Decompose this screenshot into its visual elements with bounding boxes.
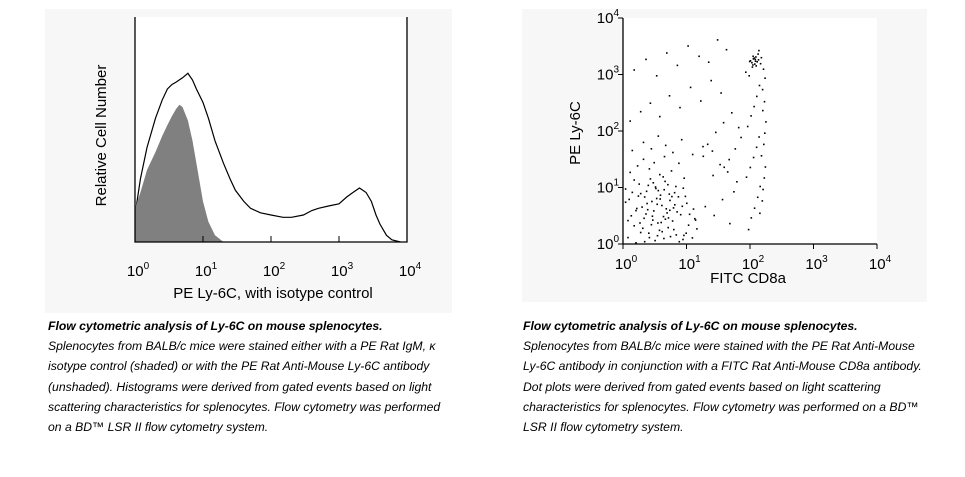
x-tick-label: $10^3$ [805, 254, 828, 273]
data-point [658, 135, 660, 137]
caption-dotplot [523, 316, 923, 437]
data-point [662, 176, 664, 178]
data-point [644, 196, 646, 198]
data-point [723, 167, 725, 169]
data-point [705, 206, 707, 208]
data-point [728, 159, 730, 161]
data-point [659, 116, 661, 118]
data-point [674, 204, 676, 206]
data-point [680, 214, 682, 216]
data-point [717, 39, 719, 41]
data-point [764, 132, 766, 134]
data-point [627, 220, 629, 222]
data-point [673, 207, 675, 209]
data-point [667, 227, 669, 229]
data-point [762, 200, 764, 202]
data-point [690, 87, 692, 89]
data-point [661, 205, 663, 207]
data-point [765, 166, 767, 168]
data-point [752, 56, 754, 58]
data-point [665, 218, 667, 220]
data-point [669, 210, 671, 212]
data-point [751, 62, 753, 64]
data-point [748, 229, 750, 231]
data-point [763, 68, 765, 70]
data-point [748, 75, 750, 77]
data-point [645, 213, 647, 215]
data-point [764, 101, 766, 103]
data-point [653, 210, 655, 212]
data-point [723, 122, 725, 124]
data-point [640, 193, 642, 195]
data-point [685, 232, 687, 234]
data-point [702, 146, 704, 148]
data-point [627, 237, 629, 239]
data-point [692, 154, 694, 156]
data-point [643, 142, 645, 144]
data-point [682, 206, 684, 208]
data-point [631, 215, 633, 217]
data-point [640, 111, 642, 113]
data-point [733, 191, 735, 193]
data-point [751, 217, 753, 219]
data-point [689, 214, 691, 216]
data-point [736, 181, 738, 183]
data-point [708, 61, 710, 63]
data-point [651, 148, 653, 150]
data-point [764, 77, 766, 79]
data-point [681, 139, 683, 141]
data-point [633, 225, 635, 227]
data-point [752, 66, 754, 68]
data-point [747, 126, 749, 128]
data-point [703, 156, 705, 158]
data-point [762, 189, 764, 191]
data-point [738, 127, 740, 129]
y-tick-label: $10^4$ [596, 8, 619, 27]
data-point [636, 208, 638, 210]
data-point [659, 174, 661, 176]
data-point [707, 144, 709, 146]
data-point [676, 234, 678, 236]
data-point [653, 162, 655, 164]
caption-title: Flow cytometric analysis of Ly-6C on mouse splenocytes. [48, 319, 383, 333]
data-point [764, 177, 766, 179]
data-point [646, 203, 648, 205]
data-point [663, 238, 665, 240]
x-tick-label: $10^3$ [330, 261, 354, 280]
data-point [759, 85, 761, 87]
data-point [652, 215, 654, 217]
data-point [629, 172, 631, 174]
x-tick-label: $10^0$ [126, 261, 150, 280]
data-point [664, 156, 666, 158]
data-point [656, 204, 658, 206]
data-point [729, 223, 731, 225]
data-point [754, 207, 756, 209]
data-point [722, 199, 724, 201]
data-point [754, 57, 756, 59]
data-point [758, 136, 760, 138]
data-point [649, 237, 651, 239]
data-point [645, 59, 647, 61]
data-point [757, 197, 759, 199]
data-point [756, 96, 758, 98]
data-point [657, 222, 659, 224]
data-point [639, 222, 641, 224]
data-point [675, 186, 677, 188]
data-point [678, 196, 680, 198]
data-point [629, 120, 631, 122]
caption-title: Flow cytometric analysis of Ly-6C on mouse splenocytes. [523, 319, 858, 333]
data-point [720, 92, 722, 94]
data-point [715, 132, 717, 134]
data-point [674, 192, 676, 194]
data-point [700, 100, 702, 102]
data-point [693, 208, 695, 210]
data-point [650, 102, 652, 104]
data-point [660, 222, 662, 224]
data-point [686, 203, 688, 205]
data-point [633, 69, 635, 71]
data-point [682, 239, 684, 241]
data-point [745, 71, 747, 73]
x-tick-label: $10^1$ [678, 254, 701, 273]
data-point [757, 53, 759, 55]
data-point [641, 206, 643, 208]
data-point [759, 186, 761, 188]
data-point [760, 63, 762, 65]
x-axis-label: FITC CD8a [710, 270, 786, 287]
data-point [640, 232, 642, 234]
plot-area [623, 18, 877, 244]
data-point [683, 235, 685, 237]
data-point [763, 144, 765, 146]
data-point [666, 212, 668, 214]
data-point [652, 219, 654, 221]
y-axis-label: Relative Cell Number [93, 64, 110, 207]
data-point [625, 201, 627, 203]
data-point [687, 45, 689, 47]
data-point [685, 196, 687, 198]
data-point [683, 187, 685, 189]
data-point [625, 188, 627, 190]
data-point [756, 61, 758, 63]
data-point [746, 176, 748, 178]
data-point [657, 235, 659, 237]
data-point [727, 171, 729, 173]
data-point [753, 157, 755, 159]
data-point [642, 228, 644, 230]
data-point [648, 185, 650, 187]
data-point [669, 193, 671, 195]
y-axis-label: PE Ly-6C [567, 101, 584, 165]
data-point [719, 164, 721, 166]
caption-body: Splenocytes from BALB/c mice were stained with the PE Rat Anti-Mouse Ly-6C antibody in conjunction with a FITC Rat Anti-Mouse CD8a antibody. Dot plots were derived from gated events based on light scattering characteristics for splenocytes. Flow cytometry was performed on a BD™ LSR II flow cytometry system. [523, 339, 922, 435]
data-point [651, 201, 653, 203]
data-point [669, 200, 671, 202]
data-point [643, 218, 645, 220]
data-point [655, 186, 657, 188]
data-point [731, 112, 733, 114]
data-point [672, 220, 674, 222]
data-point [648, 232, 650, 234]
data-point [643, 159, 645, 161]
data-point [755, 60, 757, 62]
data-point [638, 195, 640, 197]
data-point [726, 49, 728, 51]
x-tick-label: $10^2$ [262, 261, 286, 280]
y-tick-label: $10^0$ [596, 234, 619, 253]
data-point [695, 219, 697, 221]
dotplot-chart [522, 9, 927, 302]
x-axis-label: PE Ly-6C, with isotype control [173, 285, 373, 302]
x-tick-label: $10^4$ [398, 261, 422, 280]
data-point [765, 121, 767, 123]
data-point [679, 107, 681, 109]
data-point [628, 199, 630, 201]
data-point [698, 56, 700, 58]
data-point [671, 170, 673, 172]
data-point [663, 216, 665, 218]
data-point [712, 175, 714, 177]
data-point [654, 240, 656, 242]
data-point [666, 52, 668, 54]
data-point [752, 64, 754, 66]
data-point [683, 177, 685, 179]
data-point [750, 115, 752, 117]
data-point [758, 50, 760, 52]
data-point [753, 106, 755, 108]
x-tick-label: $10^2$ [741, 254, 765, 273]
x-tick-label: $10^4$ [868, 254, 892, 273]
dotplot-panel [522, 9, 927, 302]
data-point [663, 189, 665, 191]
data-point [666, 208, 668, 210]
data-point [650, 178, 652, 180]
data-point [646, 191, 648, 193]
data-point [762, 110, 764, 112]
data-point [637, 165, 639, 167]
data-point [679, 241, 681, 243]
data-point [762, 89, 764, 91]
data-point [658, 190, 660, 192]
histogram-chart [45, 9, 452, 313]
data-point [688, 224, 690, 226]
data-point [659, 198, 661, 200]
data-point [665, 145, 667, 147]
data-point [670, 236, 672, 238]
data-point [692, 237, 694, 239]
data-point [651, 224, 653, 226]
data-point [694, 218, 696, 220]
data-point [664, 181, 666, 183]
caption-histogram [48, 316, 448, 437]
data-point [696, 228, 698, 230]
data-point [750, 60, 752, 62]
x-tick-label: $10^0$ [614, 254, 638, 273]
x-tick-label: $10^1$ [194, 261, 218, 280]
data-point [758, 59, 760, 61]
y-tick-label: $10^3$ [596, 64, 619, 84]
data-point [678, 163, 680, 165]
data-point [667, 184, 669, 186]
y-tick-label: $10^2$ [596, 121, 619, 140]
data-point [632, 150, 634, 152]
data-point [740, 137, 742, 139]
caption-body: Splenocytes from BALB/c mice were stained either with a PE Rat IgM, κ isotype control (shaded) or with the PE Rat Anti-Mouse Ly-6C antibody (unshaded). Histograms were derived from gated events based on light scattering characteristics for splenocytes. Flow cytometry was performed on a BD™ LSR II flow cytometry system. [48, 339, 441, 435]
data-point [671, 196, 673, 198]
data-point [754, 63, 756, 65]
data-point [676, 211, 678, 213]
data-point [644, 241, 646, 243]
histogram-panel [45, 9, 452, 313]
data-point [755, 56, 757, 58]
data-point [672, 152, 674, 154]
data-point [761, 155, 763, 157]
data-point [735, 148, 737, 150]
data-point [647, 209, 649, 211]
data-point [638, 183, 640, 185]
data-point [653, 182, 655, 184]
data-point [673, 229, 675, 231]
data-point [677, 65, 679, 67]
data-point [669, 95, 671, 97]
data-point [750, 167, 752, 169]
data-point [668, 217, 670, 219]
data-point [761, 57, 763, 59]
data-point [661, 231, 663, 233]
data-point [632, 192, 634, 194]
data-point [660, 194, 662, 196]
data-point [649, 168, 651, 170]
data-point [656, 75, 658, 77]
data-point [759, 213, 761, 215]
data-point [635, 210, 637, 212]
y-tick-label: $10^1$ [596, 177, 619, 197]
data-point [656, 198, 658, 200]
data-point [659, 230, 661, 232]
data-point [756, 147, 758, 149]
data-point [755, 65, 757, 67]
data-point [633, 179, 635, 181]
data-point [655, 188, 657, 190]
data-point [710, 80, 712, 82]
data-point [712, 150, 714, 152]
data-point [713, 215, 715, 217]
